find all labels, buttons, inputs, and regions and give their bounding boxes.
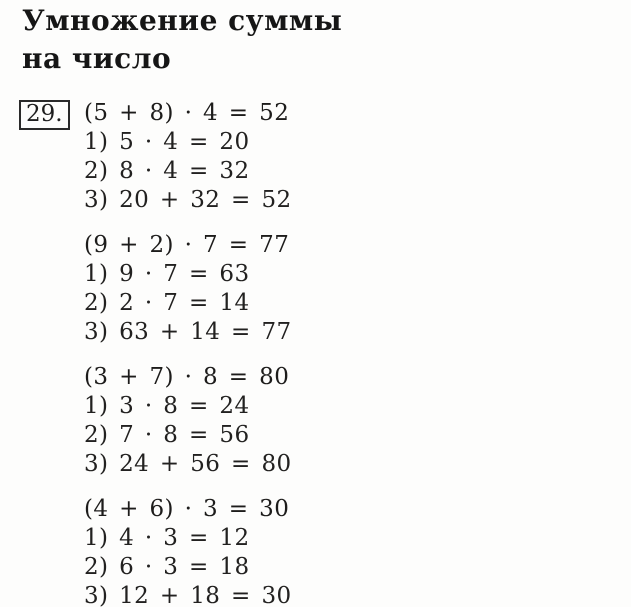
- equation-step: 1) 4 · 3 = 12: [84, 525, 250, 551]
- example-block-2: [84, 231, 292, 347]
- equation-main: (3 + 7) · 8 = 80: [84, 364, 290, 390]
- example-block-3: [84, 363, 292, 479]
- page-title-line-1: Умножение суммы: [22, 4, 343, 37]
- equation-step: 3) 24 + 56 = 80: [84, 451, 292, 477]
- equation-step: 2) 8 · 4 = 32: [84, 158, 250, 184]
- equation-main: (4 + 6) · 3 = 30: [84, 496, 290, 522]
- equation-step: 3) 20 + 32 = 52: [84, 187, 292, 213]
- equation-step: 2) 6 · 3 = 18: [84, 554, 250, 580]
- equation-step: 1) 9 · 7 = 63: [84, 261, 250, 287]
- equation-main: (5 + 8) · 4 = 52: [84, 100, 290, 126]
- examples-list: [84, 99, 292, 607]
- page-title-line-2: на число: [22, 42, 172, 75]
- equation-main: (9 + 2) · 7 = 77: [84, 232, 290, 258]
- equation-step: 1) 5 · 4 = 20: [84, 129, 250, 155]
- equation-step: 1) 3 · 8 = 24: [84, 393, 250, 419]
- page-title: [22, 2, 342, 78]
- equation-step: 3) 12 + 18 = 30: [84, 583, 292, 607]
- example-block-4: [84, 495, 292, 607]
- equation-step: 3) 63 + 14 = 77: [84, 319, 292, 345]
- example-block-1: [84, 99, 292, 215]
- equation-step: 2) 2 · 7 = 14: [84, 290, 250, 316]
- problem-number-badge: 29.: [19, 100, 70, 130]
- equation-step: 2) 7 · 8 = 56: [84, 422, 250, 448]
